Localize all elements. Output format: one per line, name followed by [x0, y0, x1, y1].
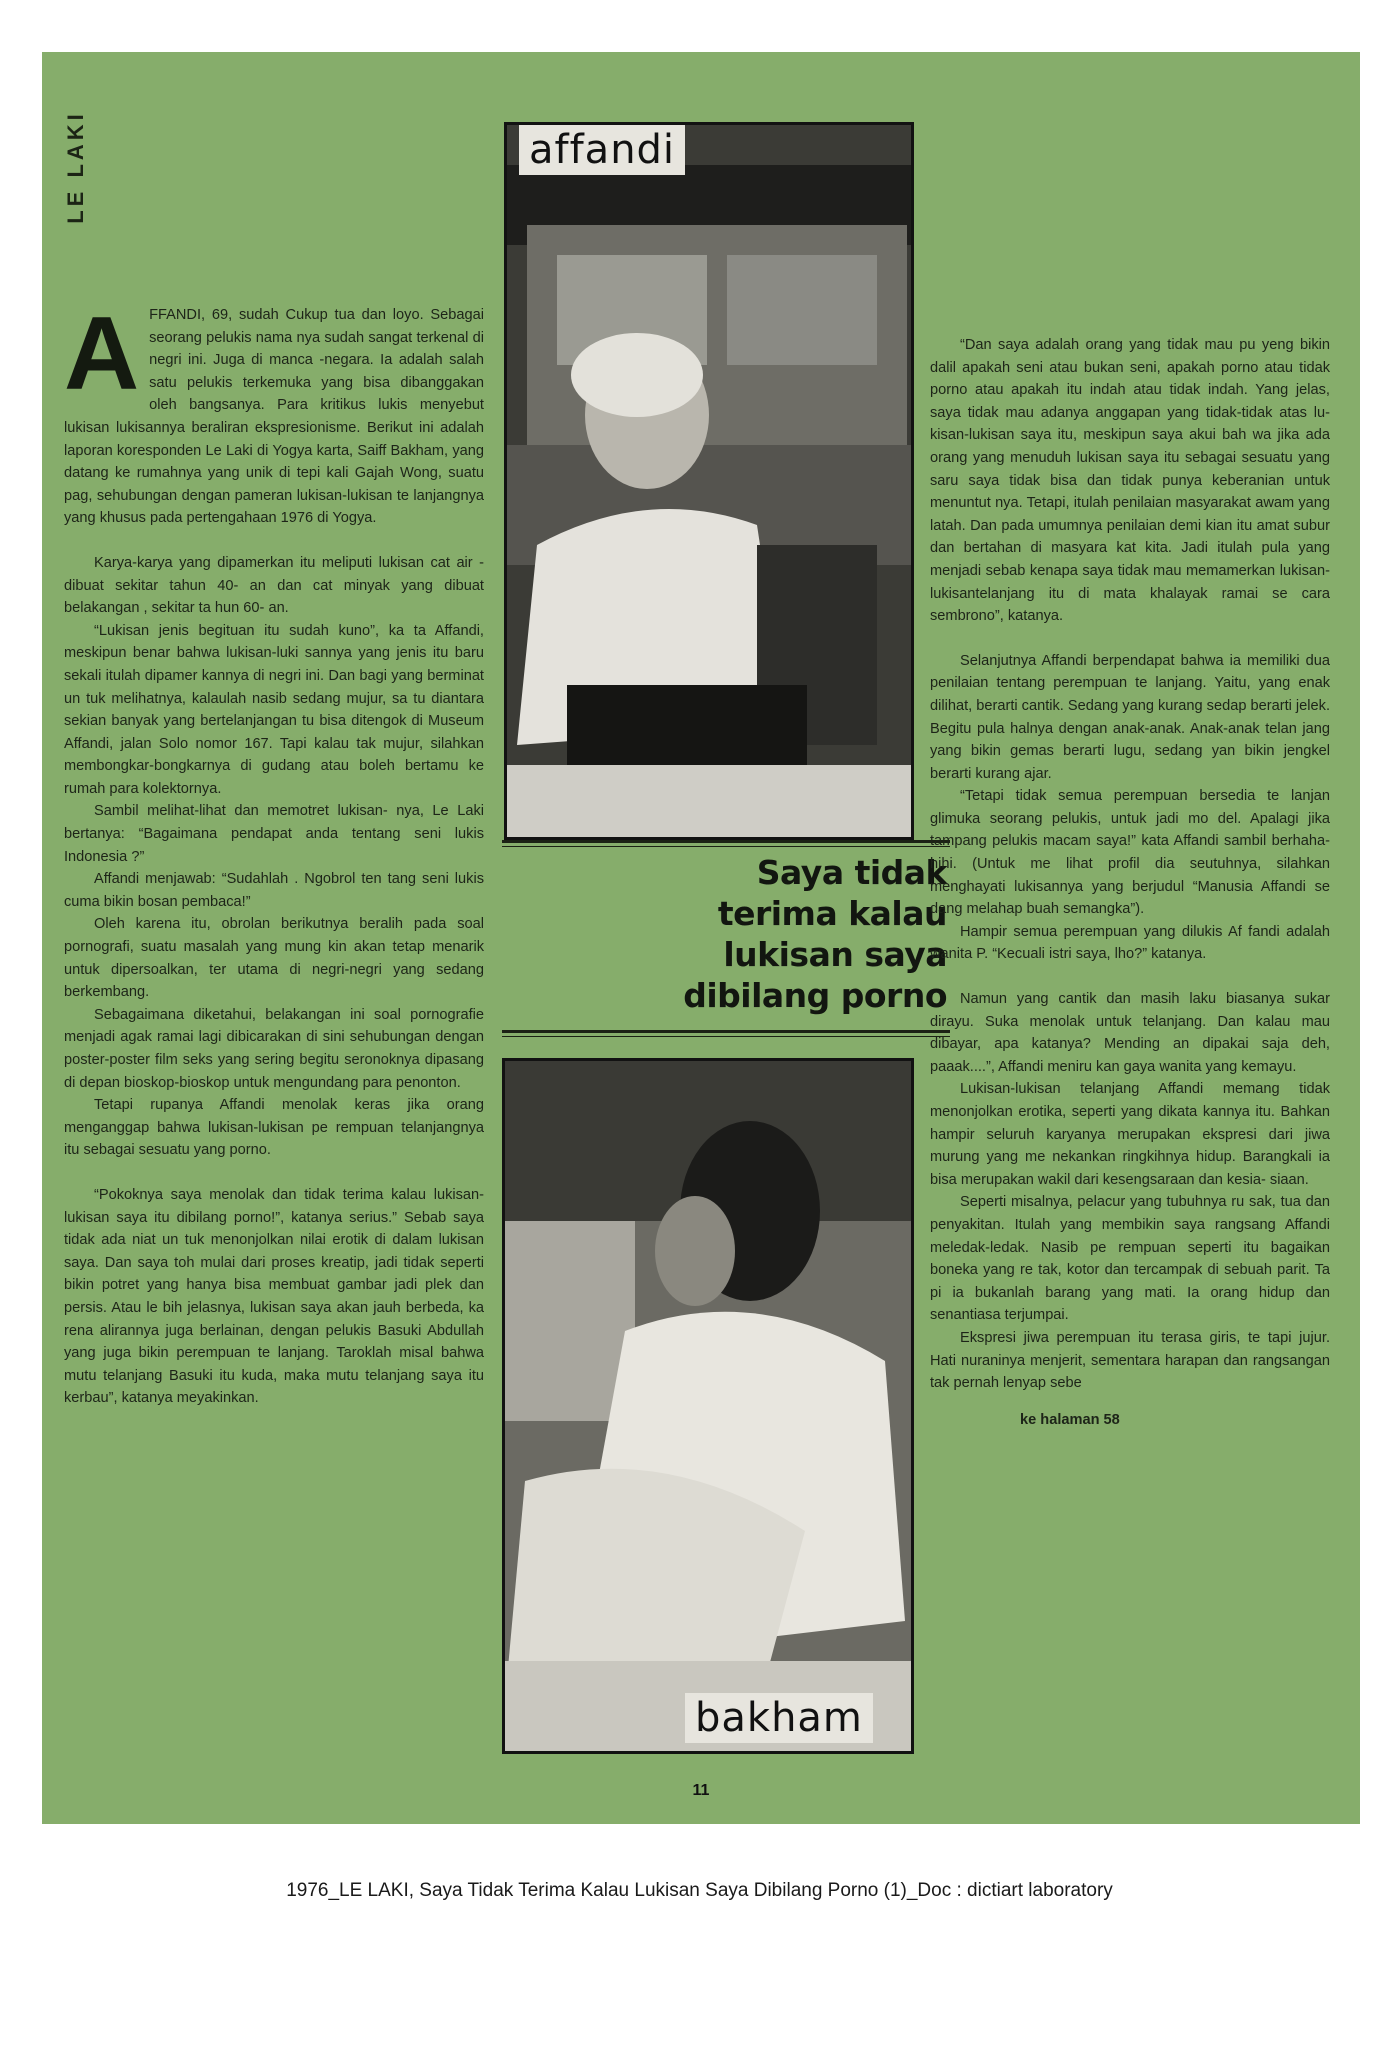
continued-note: ke halaman 58: [1020, 1411, 1120, 1428]
photo-affandi: [504, 122, 914, 840]
paragraph: “Dan saya adalah orang yang tidak mau pu yeng bikin dalil apakah seni atau bukan seni, apakah porno atau tidak porno atau apakah itu indah atau tidak indah. Yang jelas, saya tidak mau adanya anggapan yang tidak-tidak atas lu- kisan-lukisan saya itu, meskipun saya akui bah wa jika ada orang yang menuduh lukisan saya itu sebagai sesuatu yang saru saya tidak bisa dan tidak punya keberanian untuk menuntut nya. Tetapi, itulah penilaian masyarakat awam yang latah. Dan pada umumnya penilaian demi kian itu amat subur dan bertahan di masyara kat kita. Jadi itulah pula yang menjadi sebab kenapa saya tidak mau memamerkan lukisan- lukisantelanjang itu di mata khalayak ramai se cara sembrono”, katanya.: [930, 337, 1330, 625]
photo-bakham-label: bakham: [685, 1693, 873, 1743]
paragraph: Oleh karena itu, obrolan berikutnya beralih pada soal pornografi, suatu masalah yang mung kin akan tetap menarik untuk dipersoalkan, ter utama di negri-negri yang sedang berkembang.: [64, 916, 484, 1001]
left-column: [64, 296, 484, 1410]
right-column: [930, 334, 1330, 1431]
headline: Saya tidak terima kalau lukisan saya dibilang porno: [683, 853, 947, 1015]
paragraph: Hampir semua perempuan yang dilukis Af fandi adalah wanita P. “Kecuali istri saya, lho?” katanya.: [930, 923, 1330, 963]
paragraph: Seperti misalnya, pelacur yang tubuhnya ru sak, tua dan penyakitan. Itulah yang membikin saya rangsang Affandi meledak-ledak. Nasib pe rempuan seperti itu bagaikan boneka yang re tak, kotor dan tercampak di sebuah parit. Ta pi ia bukanlah barang yang mati. Ia orang hidup dan senantiasa terjumpai.: [930, 1194, 1330, 1324]
paragraph: Tetapi rupanya Affandi menolak keras jika orang menganggap bahwa lukisan-lukisan pe rempuan telanjangnya itu sebagai sesuatu yang porno.: [64, 1097, 484, 1159]
photo-affandi-image: [507, 125, 911, 837]
paragraph: “Tetapi tidak semua perempuan bersedia te lanjan glimuka seorang pelukis, untuk jadi mo del. Apalagi jika tampang pelukis macam saya!” kata Affandi sambil berhaha-hihi. (Untuk me lihat profil dia seutuhnya, silahkan menghayati lukisannya yang berjudul “Manusia Affandi se dang melahap buah semangka”).: [930, 788, 1330, 918]
document-caption: 1976_LE LAKI, Saya Tidak Terima Kalau Lukisan Saya Dibilang Porno (1)_Doc : dictiart laboratory: [286, 1880, 1113, 1901]
paragraph: Karya-karya yang dipamerkan itu meliputi lukisan cat air - dibuat sekitar tahun 40- an dan cat minyak yang dibuat belakangan , sekitar ta hun 60- an.: [64, 554, 484, 617]
paragraph: Namun yang cantik dan masih laku biasanya sukar dirayu. Suka menolak untuk telanjang. Dan kalau mau dibayar, apa katanya? Mending an dipakai saja deh, paaak....”, Affandi meniru kan gaya wanita yang kemayu.: [930, 991, 1330, 1075]
paragraph: Sambil melihat-lihat dan memotret lukisan- nya, Le Laki bertanya: “Bagaimana pendapat anda tentang seni lukis Indonesia ?”: [64, 803, 484, 865]
headline-rule-top: [502, 840, 950, 843]
paragraph: Affandi menjawab: “Sudahlah . Ngobrol ten tang seni lukis cuma bikin bosan pembaca!”: [64, 871, 484, 910]
headline-rule-top-2: [502, 846, 950, 847]
magazine-page: [42, 52, 1360, 1824]
paragraph: Selanjutnya Affandi berpendapat bahwa ia memiliki dua penilaian tentang perempuan te lanjang. Yaitu, yang enak dilihat, berarti cantik. Sedang yang kurang sedap berarti jelek. Begitu pula halnya dengan anak-anak. Anak-anak telan jang yang bikin gemas berarti lugu, sedang yan bikin jengkel berarti kurang ajar.: [930, 652, 1330, 782]
photo-bakham-image: [505, 1061, 911, 1751]
paragraph: Lukisan-lukisan telanjang Affandi memang tidak menonjolkan erotika, seperti yang dikata kannya itu. Bahkan hampir seluruh karyanya merupakan ekspresi dari jiwa murung yang me nekankan ringkihnya hidup. Barangkali ia bisa merupakan wakil dari kesengsaraan dan kesia- siaan.: [930, 1081, 1330, 1188]
drop-cap: A: [64, 296, 140, 412]
paragraph: “Pokoknya saya menolak dan tidak terima kalau lukisan-lukisan saya itu dibilang porno!”, katanya serius.” Sebab saya tidak ada niat un tuk menonjolkan nilai erotik di dalam lukisan saya. Dan saya toh mulai dari proses kreatip, jadi tidak seperti bikin potret yang hanya bisa membuat gambar jadi plek dan persis. Atau le bih jelasnya, lukisan saya akan jauh berbeda, ka rena alirannya juga berlainan, dengan pelukis Basuki Abdullah yang juga bikin perempuan te lanjang. Taroklah misal bahwa mutu telanjang Basuki itu kuda, maka mutu telanjang saya itu kerbau”, katanya meyakinkan.: [64, 1186, 484, 1407]
photo-affandi-label: affandi: [519, 125, 685, 175]
page-number: 11: [692, 1782, 710, 1799]
photo-bakham: [502, 1058, 914, 1754]
section-label: LE LAKI: [63, 110, 88, 224]
paragraph: “Lukisan jenis begituan itu sudah kuno”, ka ta Affandi, meskipun benar bahwa lukisan-luki sannya yang jenis itu baru sekali itulah dipamer kannya di negri ini. Dan bagi yang berminat un tuk melihatnya, kalaulah nasib sedang mujur, sa tu diantara sekian banyak yang bertelanjangan tu bisa ditengok di Museum Affandi, jalan Solo nomor 167. Tapi kalau tak mujur, silahkan membongkar-bongkarnya di gudang atau boleh bertamu ke rumah para kolektornya.: [64, 622, 484, 797]
paragraph: FFANDI, 69, sudah Cukup tua dan loyo. Sebagai seorang pelukis nama nya sudah sangat terkenal di negri ini. Juga di manca -negara. Ia adalah salah satu pelukis terkemuka yang bisa dibanggakan oleh bangsanya. Para kritikus lukis menyebut lukisan lukisannya beraliran ekspresionisme. Berikut ini adalah laporan koresponden Le Laki di Yogya karta, Saiff Bakham, yang datang ke rumahnya yang unik di tepi kali Gajah Wong, suatu pag, sehubungan dengan pameran lukisan-lukisan te lanjangnya yang khusus pada pertengahaan 1976 di Yogya.: [64, 307, 484, 527]
headline-rule-bottom-2: [502, 1036, 950, 1037]
headline-rule-bottom: [502, 1030, 950, 1033]
paragraph: Ekspresi jiwa perempuan itu terasa giris, te tapi jujur. Hati nuraninya menjerit, sementara harapan dan rangsangan tak pernah lenyap sebe: [930, 1329, 1330, 1392]
paragraph: Sebagaimana diketahui, belakangan ini soal pornografie menjadi agak ramai lagi dibicarakan di sini sehubungan dengan poster-poster film seks yang sering begitu seronoknya dipasang di depan bioskop-bioskop untuk mengundang para penonton.: [64, 1006, 484, 1091]
